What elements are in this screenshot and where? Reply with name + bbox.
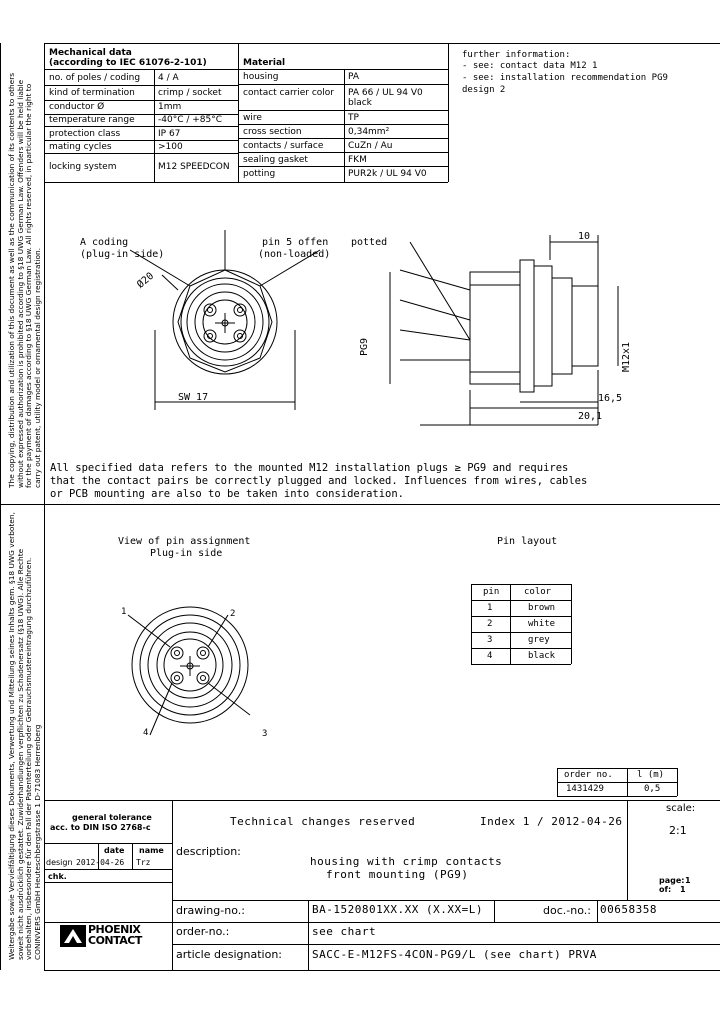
material-value-gasket: FKM: [348, 155, 367, 165]
doc-no-label: doc.-no.:: [543, 904, 591, 917]
article-designation-value: SACC-E-M12FS-4CON-PG9/L (see chart) PRVA: [312, 948, 597, 961]
design-name: Trz: [136, 858, 151, 867]
drawing-no-label: drawing-no.:: [176, 904, 245, 917]
description-label: description:: [176, 845, 241, 858]
copyright-german: Weitergabe sowie Vervielfältigung dieses Dokuments, Verwertung und Mitteilung seines Inhalts gem. §18 UWG verboten, soweit nicht ausdrücklich gestattet. Zuwiderhandlungen verpflichten zu Schadenersatz (§18 UWG). Alle Rechte vorbehalten, insbesondere für den Fall der Patenterteilung oder Gebrauchsmustereintragung durchzuführen. CONINVERS GmbH Heuteschbergstrasse 1 D-71083 Herrenberg: [7, 512, 42, 960]
length-header: l (m): [637, 770, 665, 780]
pin-label-1: 1: [121, 607, 127, 617]
material-label-carrier: contact carrier color: [243, 88, 335, 98]
material-label-housing: housing: [243, 72, 279, 82]
material-value-carrier: PA 66 / UL 94 V0 black: [348, 88, 423, 108]
pg9-label: PG9: [359, 337, 371, 357]
sw17-label: SW 17: [178, 392, 209, 403]
pin5-nonloaded-label: (non-loaded): [258, 249, 331, 260]
material-label-contacts: contacts / surface: [243, 141, 324, 151]
page-value: 1: [685, 876, 691, 885]
technical-changes: Technical changes reserved: [230, 815, 416, 828]
material-label-wire: wire: [243, 113, 262, 123]
mech-label-conductor: conductor Ø: [49, 102, 105, 112]
order-no-label: order-no.:: [176, 925, 230, 938]
material-value-contacts: CuZn / Au: [348, 141, 393, 151]
further-line-3: design 2: [462, 85, 506, 95]
mech-subtitle: (according to IEC 61076-2-101): [49, 58, 207, 68]
index-label: Index 1 / 2012-04-26: [480, 815, 623, 828]
material-label-potting: potting: [243, 169, 276, 179]
date-header: date: [104, 846, 125, 855]
mech-value-locking: M12 SPEEDCON: [158, 162, 230, 172]
material-value-potting: PUR2k / UL 94 V0: [348, 169, 427, 179]
order-no-header: order no.: [564, 770, 613, 780]
strip-divider: [0, 504, 44, 505]
pin-view-subtitle: Plug-in side: [150, 548, 223, 559]
description-line-1: housing with crimp contacts: [310, 855, 503, 868]
pin5-label: pin 5 offen: [262, 237, 329, 248]
logo-line-1: PHOENIX: [88, 923, 141, 936]
mech-label-poles: no. of poles / coding: [49, 73, 141, 83]
mech-value-protection: IP 67: [158, 129, 181, 139]
note-line-3: or PCB mounting are also to be taken into consideration.: [50, 488, 405, 500]
pin-view-title: View of pin assignment: [118, 536, 251, 547]
table-row: 3: [487, 635, 493, 645]
pin-label-2: 2: [230, 609, 236, 619]
mech-value-mating: >100: [158, 142, 183, 152]
further-title: further information:: [462, 50, 571, 60]
scale-value: 2:1: [669, 824, 687, 837]
table-row: grey: [528, 635, 550, 645]
checked-label: chk.: [48, 872, 67, 881]
table-row: 2: [487, 619, 493, 629]
pin-header: pin: [483, 587, 500, 597]
mech-label-protection: protection class: [49, 129, 121, 139]
description-line-2: front mounting (PG9): [326, 868, 469, 881]
table-row: 4: [487, 651, 493, 661]
pin-label-4: 4: [143, 728, 149, 738]
pin-label-3: 3: [262, 729, 268, 739]
mech-label-termination: kind of termination: [49, 88, 135, 98]
order-no-ref: see chart: [312, 925, 377, 938]
mech-value-poles: 4 / A: [158, 73, 179, 83]
material-title: Material: [243, 58, 286, 68]
plugin-side-label: (plug-in side): [80, 249, 165, 260]
a-coding-label: A coding: [80, 237, 129, 248]
doc-no-value: 00658358: [600, 903, 657, 916]
dim-201-label: 20,1: [578, 411, 603, 422]
dim-10-label: 10: [578, 231, 591, 242]
potted-label: potted: [351, 237, 388, 248]
drawing-no-value: BA-1520801XX.XX (X.XX=L): [312, 903, 483, 916]
dim-165-label: 16,5: [598, 393, 623, 404]
frame-divider: [44, 504, 720, 505]
further-line-1: - see: contact data M12 1: [462, 61, 598, 71]
table-row: 1: [487, 603, 493, 613]
material-value-housing: PA: [348, 72, 360, 82]
phoenix-logo-icon: [60, 925, 86, 947]
material-label-gasket: sealing gasket: [243, 155, 308, 165]
table-row: brown: [528, 603, 556, 613]
material-label-cross: cross section: [243, 127, 302, 137]
mech-label-temperature: temperature range: [49, 115, 135, 125]
of-value: 1: [680, 885, 686, 894]
side-view-drawing: [360, 230, 633, 430]
logo-line-2: CONTACT: [88, 934, 142, 947]
mech-value-conductor: 1mm: [158, 102, 182, 112]
mech-title: Mechanical data: [49, 48, 132, 58]
general-tolerance-standard: acc. to DIN ISO 2768-c: [50, 823, 151, 832]
copyright-english: The copying, distribution and utilization of this document as well as the communication of its contents to others without expressed authorization is prohibited according to §18 UWG German Law. Offenders will be held liable for the payment of damages according to §18 UWG German Law. All rights reserved, in particular the right to carry out patent, utility model or ornamental design registration.: [7, 72, 42, 488]
of-label: of:: [659, 885, 672, 894]
mech-value-termination: crimp / socket: [158, 88, 222, 98]
pin-view-drawing: [110, 595, 270, 745]
frame-outer-left: [0, 43, 1, 970]
design-date: 2012-04-26: [76, 858, 125, 867]
general-tolerance-label: general tolerance: [72, 813, 152, 822]
diameter-label: Ø20: [135, 270, 157, 291]
mech-label-locking: locking system: [49, 162, 117, 172]
material-value-wire: TP: [348, 113, 359, 123]
material-value-cross: 0,34mm²: [348, 127, 390, 137]
color-header: color: [524, 587, 552, 597]
m12-label: M12x1: [621, 341, 633, 373]
further-line-2: - see: installation recommendation PG9: [462, 73, 668, 83]
frame-top: [44, 43, 720, 44]
design-label: design: [46, 858, 73, 867]
note-line-2: that the contact pairs be correctly plugged and locked. Influences from wires, cables: [50, 475, 588, 487]
note-line-1: All specified data refers to the mounted M12 installation plugs ≥ PG9 and requires: [50, 462, 569, 474]
table-row: white: [528, 619, 556, 629]
mech-label-mating: mating cycles: [49, 142, 112, 152]
name-header: name: [139, 846, 164, 855]
order-no-value: 1431429: [566, 784, 604, 794]
mech-value-temperature: -40°C / +85°C: [158, 115, 223, 125]
table-row: black: [528, 651, 556, 661]
scale-label: scale:: [666, 803, 696, 814]
length-value: 0,5: [644, 784, 661, 794]
pin-layout-title: Pin layout: [497, 536, 558, 547]
article-designation-label: article designation:: [176, 948, 283, 961]
page-label: page:: [659, 876, 685, 885]
